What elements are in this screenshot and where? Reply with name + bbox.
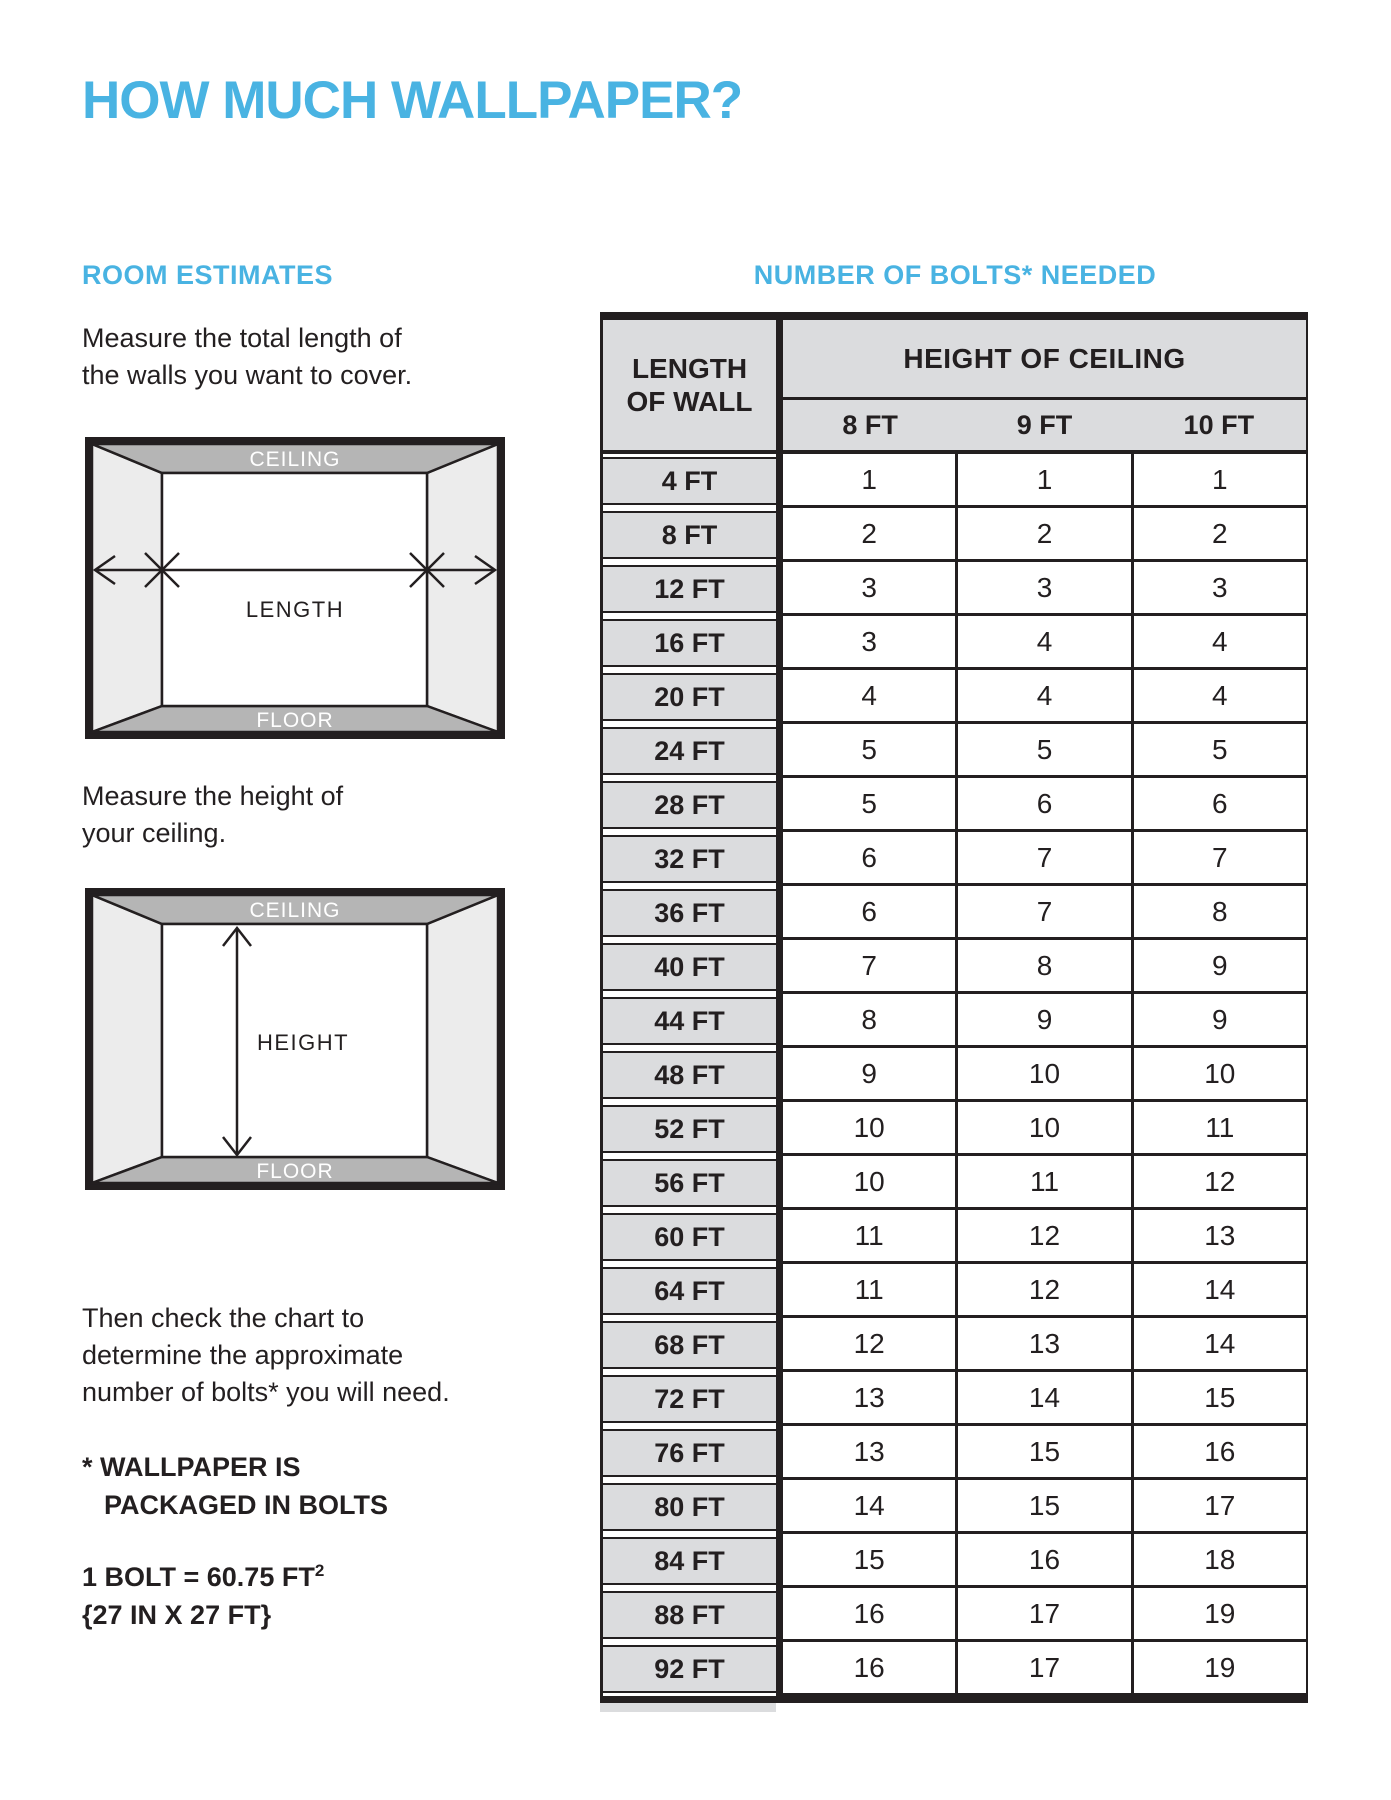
- wall-length-cell: 92 FT: [603, 1645, 776, 1693]
- bolt-count-cell: 1: [783, 454, 955, 505]
- wall-row-slot: [603, 1210, 776, 1264]
- bolt-count-cell: 13: [783, 1372, 955, 1423]
- left-wall: [92, 444, 162, 732]
- instruction-length-line2: the walls you want to cover.: [82, 360, 413, 390]
- instruction-length: [82, 320, 412, 394]
- bolt-count-cell: 12: [1134, 1156, 1306, 1207]
- right-wall: [427, 895, 498, 1183]
- bolt-count-cell: 14: [958, 1372, 1130, 1423]
- wall-row-slot: [603, 616, 776, 670]
- bolt-count-cell: 15: [783, 1534, 955, 1585]
- table-bottom-gray-strip: [600, 1703, 776, 1712]
- bolt-count-cell: 5: [1134, 724, 1306, 775]
- wall-row-slot: [603, 454, 776, 508]
- bolt-count-cell: 12: [958, 1210, 1130, 1261]
- bolt-count-cell: 10: [958, 1102, 1130, 1153]
- bolt-footnote: [82, 1448, 388, 1524]
- bolt-equation-line1: [82, 1552, 324, 1596]
- floor-label: FLOOR: [256, 709, 334, 732]
- wall-row-slot: [603, 1588, 776, 1642]
- bolt-count-cell: 11: [783, 1210, 955, 1261]
- wall-length-cell: 24 FT: [603, 727, 776, 775]
- bolt-equation-main: 1 BOLT = 60.75 FT: [82, 1562, 315, 1592]
- wall-length-cell: 56 FT: [603, 1159, 776, 1207]
- bolt-count-cell: 18: [1134, 1534, 1306, 1585]
- bolt-count-cell: 11: [1134, 1102, 1306, 1153]
- wall-length-cell: 12 FT: [603, 565, 776, 613]
- corner-header-cell: [603, 320, 776, 454]
- bolts-table: [600, 312, 1308, 1712]
- length-room-diagram: [85, 437, 505, 739]
- wall-row-slot: [603, 670, 776, 724]
- bolt-count-cell: 7: [783, 940, 955, 991]
- bolt-count-cell: 15: [958, 1426, 1130, 1477]
- wall-row-slot: [603, 994, 776, 1048]
- wall-length-cell: 28 FT: [603, 781, 776, 829]
- bolt-count-cell: 7: [958, 832, 1130, 883]
- wall-row-slot: [603, 886, 776, 940]
- wall-length-column: [600, 320, 776, 1696]
- bolt-dimensions: {27 IN X 27 FT}: [82, 1600, 272, 1630]
- wall-row-slot: [603, 1264, 776, 1318]
- left-wall: [92, 895, 162, 1183]
- bolt-count-cell: 7: [1134, 832, 1306, 883]
- bolt-equation-superscript: 2: [314, 1561, 325, 1580]
- bolt-count-cell: 4: [958, 670, 1130, 721]
- bolt-count-cell: 4: [1134, 670, 1306, 721]
- bolt-count-cell: 19: [1134, 1642, 1306, 1693]
- bolt-count-cell: 2: [783, 508, 955, 559]
- bolt-count-cell: 5: [958, 724, 1130, 775]
- bolt-count-cell: 4: [1134, 616, 1306, 667]
- bolt-count-cell: 6: [783, 832, 955, 883]
- bolt-count-cell: 6: [958, 778, 1130, 829]
- wall-row-slot: [603, 1534, 776, 1588]
- bolt-count-cell: 10: [1134, 1048, 1306, 1099]
- ceiling-label: CEILING: [249, 448, 341, 471]
- wall-length-cell: 80 FT: [603, 1483, 776, 1531]
- bolt-count-cell: 2: [1134, 508, 1306, 559]
- wall-length-cell: 72 FT: [603, 1375, 776, 1423]
- floor-label: FLOOR: [256, 1160, 334, 1183]
- bolt-count-cell: 13: [1134, 1210, 1306, 1261]
- bolt-count-cell: 9: [1134, 994, 1306, 1045]
- wall-length-cell: 4 FT: [603, 457, 776, 505]
- instruction-height-line2: your ceiling.: [82, 818, 227, 848]
- height-of-ceiling-header: HEIGHT OF CEILING: [783, 320, 1306, 400]
- wall-row-slot: [603, 1318, 776, 1372]
- wall-length-cell: 8 FT: [603, 511, 776, 559]
- wall-length-cell: 64 FT: [603, 1267, 776, 1315]
- room-estimates-heading: ROOM ESTIMATES: [82, 260, 334, 290]
- instruction-height-line1: Measure the height of: [82, 781, 344, 811]
- ceiling-subheader-row: [783, 400, 1306, 454]
- bolt-count-cell: 17: [1134, 1480, 1306, 1531]
- ceiling-label: CEILING: [249, 899, 341, 922]
- bolt-count-cell: 12: [783, 1318, 955, 1369]
- bolt-count-cell: 10: [958, 1048, 1130, 1099]
- wall-length-cell: 48 FT: [603, 1051, 776, 1099]
- bolt-count-cell: 1: [958, 454, 1130, 505]
- wall-length-cell: 68 FT: [603, 1321, 776, 1369]
- wall-length-cell: 76 FT: [603, 1429, 776, 1477]
- wall-row-slot: [603, 1480, 776, 1534]
- wall-row-slot: [603, 1048, 776, 1102]
- wall-row-slot: [603, 724, 776, 778]
- table-top-border: [600, 312, 1308, 320]
- bolt-count-cell: 4: [783, 670, 955, 721]
- bolt-count-cell: 9: [1134, 940, 1306, 991]
- bolt-count-cell: 2: [958, 508, 1130, 559]
- bolt-count-cell: 17: [958, 1588, 1130, 1639]
- instruction-chart-line1: Then check the chart to: [82, 1303, 365, 1333]
- bolt-count-cell: 14: [783, 1480, 955, 1531]
- height-room-diagram: [85, 888, 505, 1190]
- bolt-count-cell: 16: [783, 1642, 955, 1693]
- wall-row-slot: [603, 778, 776, 832]
- wall-row-slot: [603, 1102, 776, 1156]
- wall-row-slot: [603, 562, 776, 616]
- wall-row-slot: [603, 1372, 776, 1426]
- wall-length-cell: 20 FT: [603, 673, 776, 721]
- wall-length-cell: 44 FT: [603, 997, 776, 1045]
- bolt-count-cell: 3: [1134, 562, 1306, 613]
- bolt-count-cell: 8: [1134, 886, 1306, 937]
- instruction-length-line1: Measure the total length of: [82, 323, 402, 353]
- right-wall: [427, 444, 498, 732]
- bolts-needed-heading: NUMBER OF BOLTS* NEEDED: [753, 260, 1157, 290]
- column-header-8ft: 8 FT: [842, 409, 898, 440]
- bolt-count-cell: 16: [958, 1534, 1130, 1585]
- bolt-count-cell: 13: [783, 1426, 955, 1477]
- bolt-count-cell: 14: [1134, 1264, 1306, 1315]
- wall-length-cell: 60 FT: [603, 1213, 776, 1261]
- bolt-count-cell: 11: [958, 1156, 1130, 1207]
- bolt-count-cell: 10: [783, 1102, 955, 1153]
- bolt-count-cell: 4: [958, 616, 1130, 667]
- bolt-count-cell: 5: [783, 778, 955, 829]
- bolt-count-cell: 3: [783, 562, 955, 613]
- wall-row-slot: [603, 1642, 776, 1696]
- bolt-count-cell: 9: [783, 1048, 955, 1099]
- bolt-count-cell: 6: [783, 886, 955, 937]
- wall-length-cell: 16 FT: [603, 619, 776, 667]
- wall-length-cell: 84 FT: [603, 1537, 776, 1585]
- corner-header-line1: LENGTH: [631, 353, 748, 384]
- bolt-count-cell: 10: [783, 1156, 955, 1207]
- bolt-count-cell: 14: [1134, 1318, 1306, 1369]
- bolt-footnote-line2: PACKAGED IN BOLTS: [104, 1490, 389, 1520]
- bolt-count-cell: 16: [783, 1588, 955, 1639]
- wall-row-slot: [603, 832, 776, 886]
- instruction-chart-line3: number of bolts* you will need.: [82, 1377, 450, 1407]
- bolt-count-cell: 3: [783, 616, 955, 667]
- bolt-count-cell: 8: [783, 994, 955, 1045]
- bolt-count-cell: 7: [958, 886, 1130, 937]
- bolt-count-cell: 3: [958, 562, 1130, 613]
- back-wall: [162, 473, 427, 706]
- wall-length-cell: 40 FT: [603, 943, 776, 991]
- page-title: HOW MUCH WALLPAPER?: [82, 71, 743, 130]
- wall-row-slot: [603, 1426, 776, 1480]
- column-header-9ft: 9 FT: [1016, 409, 1073, 440]
- bolt-grid: [783, 454, 1306, 1696]
- bolt-equation: [82, 1552, 324, 1634]
- bolt-count-cell: 19: [1134, 1588, 1306, 1639]
- wall-length-cell: 32 FT: [603, 835, 776, 883]
- bolt-count-cell: 8: [958, 940, 1130, 991]
- bolt-count-cell: 12: [958, 1264, 1130, 1315]
- bolt-count-cell: 13: [958, 1318, 1130, 1369]
- ceiling-data-column: [776, 320, 1308, 1696]
- wall-length-cell: 52 FT: [603, 1105, 776, 1153]
- bolt-count-cell: 11: [783, 1264, 955, 1315]
- instruction-height: [82, 778, 343, 852]
- bolt-count-cell: 16: [1134, 1426, 1306, 1477]
- instruction-chart-line2: determine the approximate: [82, 1340, 404, 1370]
- bolt-count-cell: 5: [783, 724, 955, 775]
- table-bottom-border: [600, 1696, 1308, 1703]
- corner-header-line2: OF WALL: [626, 386, 753, 417]
- bolt-count-cell: 6: [1134, 778, 1306, 829]
- wall-length-cell: 88 FT: [603, 1591, 776, 1639]
- bolt-footnote-line1: * WALLPAPER IS: [82, 1452, 301, 1482]
- length-label: LENGTH: [245, 597, 345, 622]
- height-label: HEIGHT: [257, 1030, 350, 1055]
- wall-row-slot: [603, 1156, 776, 1210]
- column-header-10ft: 10 FT: [1183, 409, 1255, 440]
- bolt-count-cell: 15: [1134, 1372, 1306, 1423]
- wall-length-cell: 36 FT: [603, 889, 776, 937]
- bolt-count-cell: 17: [958, 1642, 1130, 1693]
- bolt-count-cell: 15: [958, 1480, 1130, 1531]
- wall-row-slot: [603, 940, 776, 994]
- bolt-count-cell: 9: [958, 994, 1130, 1045]
- wall-cells: [603, 454, 776, 1696]
- bolt-count-cell: 1: [1134, 454, 1306, 505]
- wall-row-slot: [603, 508, 776, 562]
- instruction-chart: [82, 1300, 450, 1411]
